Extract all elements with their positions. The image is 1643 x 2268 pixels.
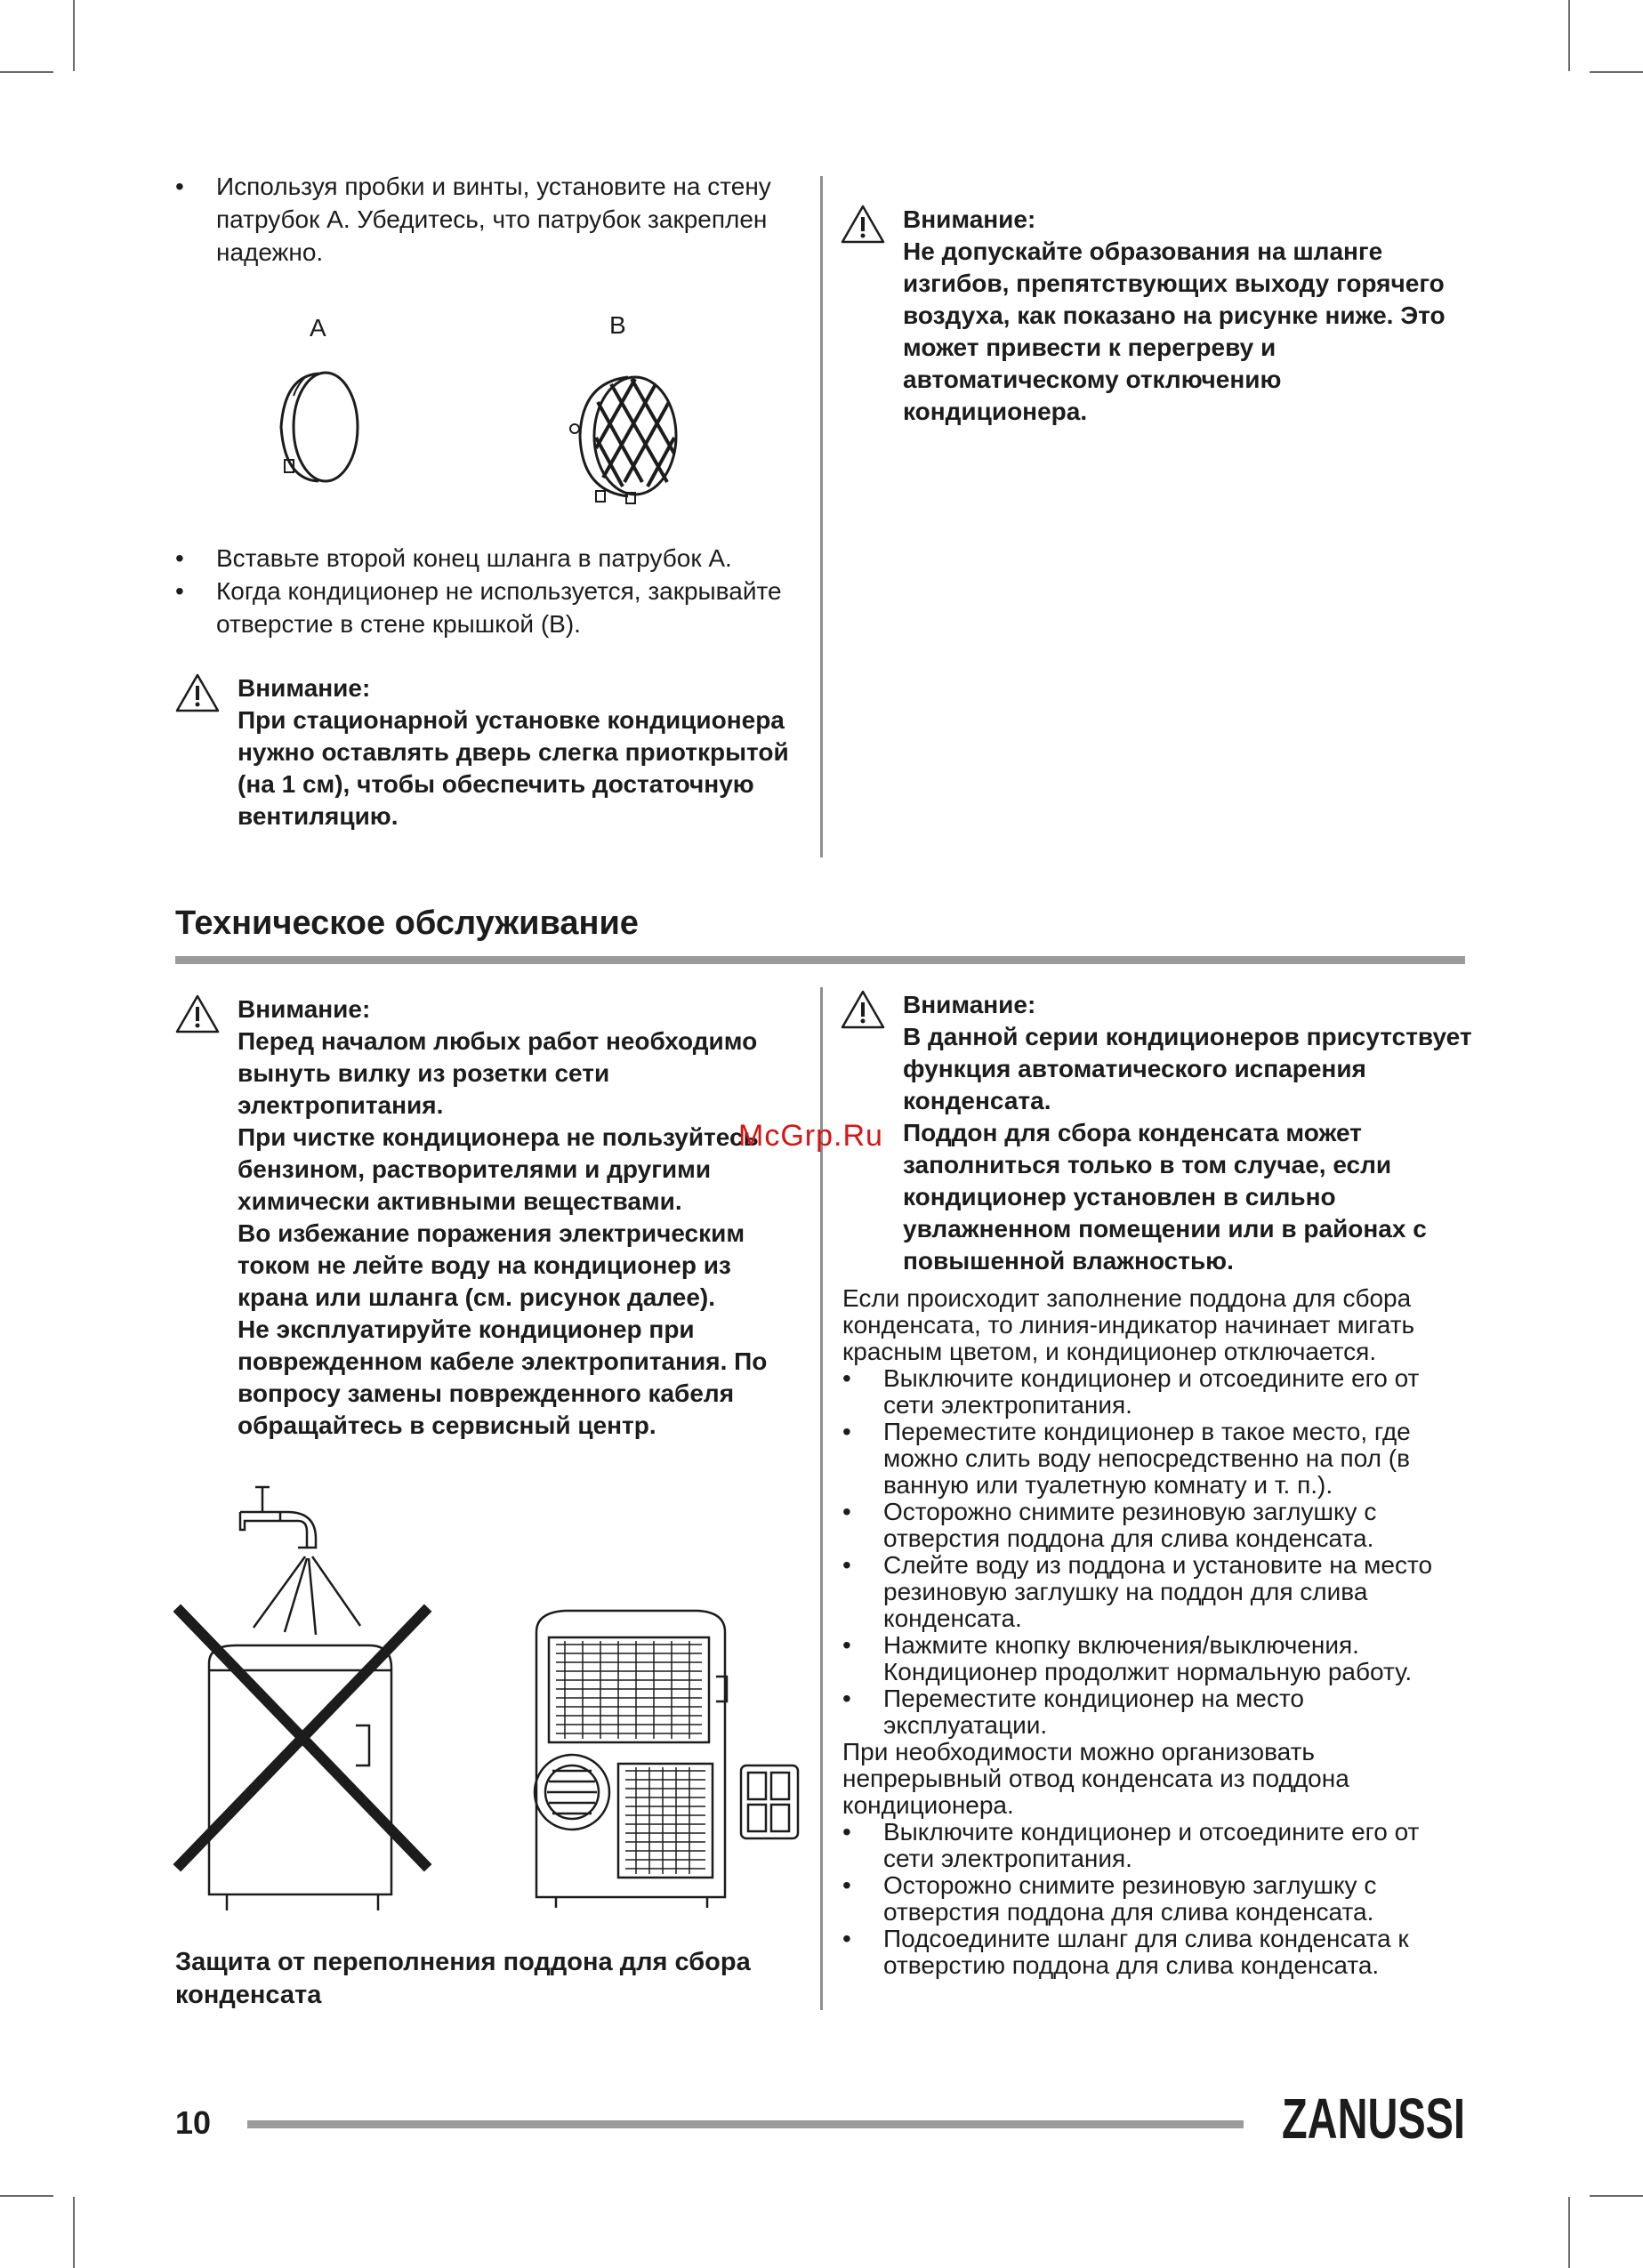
warning-paragraph: В данной серии кондиционеров присутствует функция автоматического испарения конденсата. [903, 1023, 1472, 1114]
warning-triangle-icon [841, 989, 885, 1030]
section-title: Техническое обслуживание [175, 905, 639, 942]
warning-title: Внимание: [238, 995, 371, 1023]
warning-title: Внимание: [238, 674, 371, 702]
warning-title: Внимание: [903, 205, 1036, 233]
warning-paragraph: Поддон для сбора конденсата может заполниться только в том случае, если кондиционер установлен в сильно увлажненном помещении или в районах с повышенной влажностью. [903, 1119, 1427, 1275]
top-left-column-lower [175, 542, 798, 640]
footer-rule [247, 2120, 1244, 2128]
wall-connector-a-illustration [267, 360, 374, 494]
warning-paragraph: Во избежание поражения электрическим током не лейте воду на кондиционер из крана или шланга (см. рисунок далее). [238, 1219, 745, 1311]
list-item: • Слейте воду из поддона и установите на место резиновую заглушку на поддон для слива конденсата. [842, 1552, 1465, 1632]
list-item: • Вставьте второй конец шланга в патрубок A. [175, 542, 798, 575]
warning-paragraph: Не эксплуатируйте кондиционер при поврежденном кабеле электропитания. По вопросу замены поврежденного кабеля обращайтесь в сервисный центр. [238, 1315, 768, 1439]
crop-mark [73, 0, 75, 71]
list-item: • Нажмите кнопку включения/выключения. Кондиционер продолжит нормальную работу. [842, 1632, 1465, 1685]
list-item: • Осторожно снимите резиновую заглушку с отверстия поддона для слива конденсата. [842, 1499, 1465, 1552]
figure-caption: Защита от переполнения поддона для сбора конденсата [175, 1948, 751, 2009]
list-item: • Выключите кондиционер и отсоедините его от сети электропитания. [842, 1365, 1465, 1419]
warning-triangle-icon [175, 993, 220, 1034]
crop-mark [1568, 0, 1570, 71]
warning-body: При стационарной установке кондиционера нужно оставлять дверь слегка приоткрытой (на 1 см), чтобы обеспечить достаточную вентиляцию. [238, 706, 789, 830]
warning-text [903, 989, 1472, 1277]
column-divider [820, 176, 823, 857]
list-item: • Выключите кондиционер и отсоедините его от сети электропитания. [842, 1819, 1465, 1872]
warning-triangle-icon [841, 204, 885, 245]
intro-paragraph: Если происходит заполнение поддона для сбора конденсата, то линия-индикатор начинает мигать красным цветом, и кондиционер отключается. [842, 1284, 1415, 1365]
list-item: • Переместите кондиционер в такое место, где можно слить воду непосредственно на пол (в ванную или туалетную комнату и т. п.). [842, 1419, 1465, 1499]
warning-text [238, 993, 807, 1442]
warning-title: Внимание: [903, 991, 1036, 1018]
crop-mark [73, 2197, 75, 2268]
no-water-spray-illustration [173, 1476, 449, 1921]
figure-label-b: B [609, 311, 626, 339]
warning-text [903, 204, 1472, 428]
crop-mark [1568, 2197, 1570, 2268]
top-left-column [175, 170, 798, 269]
warning-triangle-icon [175, 672, 220, 713]
list-item: • Когда кондиционер не используется, закрывайте отверстие в стене крышкой (B). [175, 575, 798, 640]
list-item: • Подсоедините шланг для слива конденсата к отверстию поддона для слива конденсата. [842, 1926, 1465, 1979]
warning-condensate [841, 989, 1472, 1275]
brand-logo [1279, 2088, 1468, 2151]
condensate-instructions [842, 1285, 1465, 1979]
warning-body: Не допускайте образования на шланге изгибов, препятствующих выходу горячего воздуха, как показано на рисунке ниже. Это может привести к перегреву и автоматическому отключению кондиционера. [903, 237, 1446, 425]
crop-mark [0, 71, 53, 73]
list-item: • Переместите кондиционер на место эксплуатации. [842, 1685, 1465, 1739]
wall-cover-b-illustration [562, 366, 696, 509]
crop-mark [1590, 71, 1643, 73]
warning-text [238, 672, 807, 832]
install-steps-list [175, 170, 798, 269]
warning-paragraph: Перед началом любых работ необходимо вынуть вилку из розетки сети электропитания. [238, 1027, 758, 1119]
install-steps-list-2 [175, 542, 798, 640]
unit-rear-view-illustration [529, 1605, 805, 1917]
list-item: • Осторожно снимите резиновую заглушку с отверстия поддона для слива конденсата. [842, 1872, 1465, 1926]
warning-ventilation [175, 672, 807, 832]
drain-steps-list [842, 1365, 1465, 1739]
warning-maintenance-safety [175, 993, 807, 1447]
section-rule [175, 956, 1465, 964]
watermark: McGrp.Ru [738, 1119, 883, 1153]
intro-paragraph-2: При необходимости можно организовать непрерывный отвод конденсата из поддона кондиционера. [842, 1738, 1349, 1819]
warning-paragraph: При чистке кондиционера не пользуйтесь бензином, растворителями и другими химически активными веществами. [238, 1123, 759, 1215]
figure-label-a: A [310, 314, 326, 342]
continuous-drain-steps-list [842, 1819, 1465, 1979]
page-number: 10 [175, 2104, 212, 2141]
crop-mark [1590, 2195, 1643, 2197]
list-item: • Используя пробки и винты, установите на стену патрубок A. Убедитесь, что патрубок закреплен надежно. [175, 170, 798, 269]
warning-hose-bends [841, 204, 1468, 425]
crop-mark [0, 2195, 53, 2197]
brand-logo-text: ZANUSSI [1282, 2087, 1465, 2151]
